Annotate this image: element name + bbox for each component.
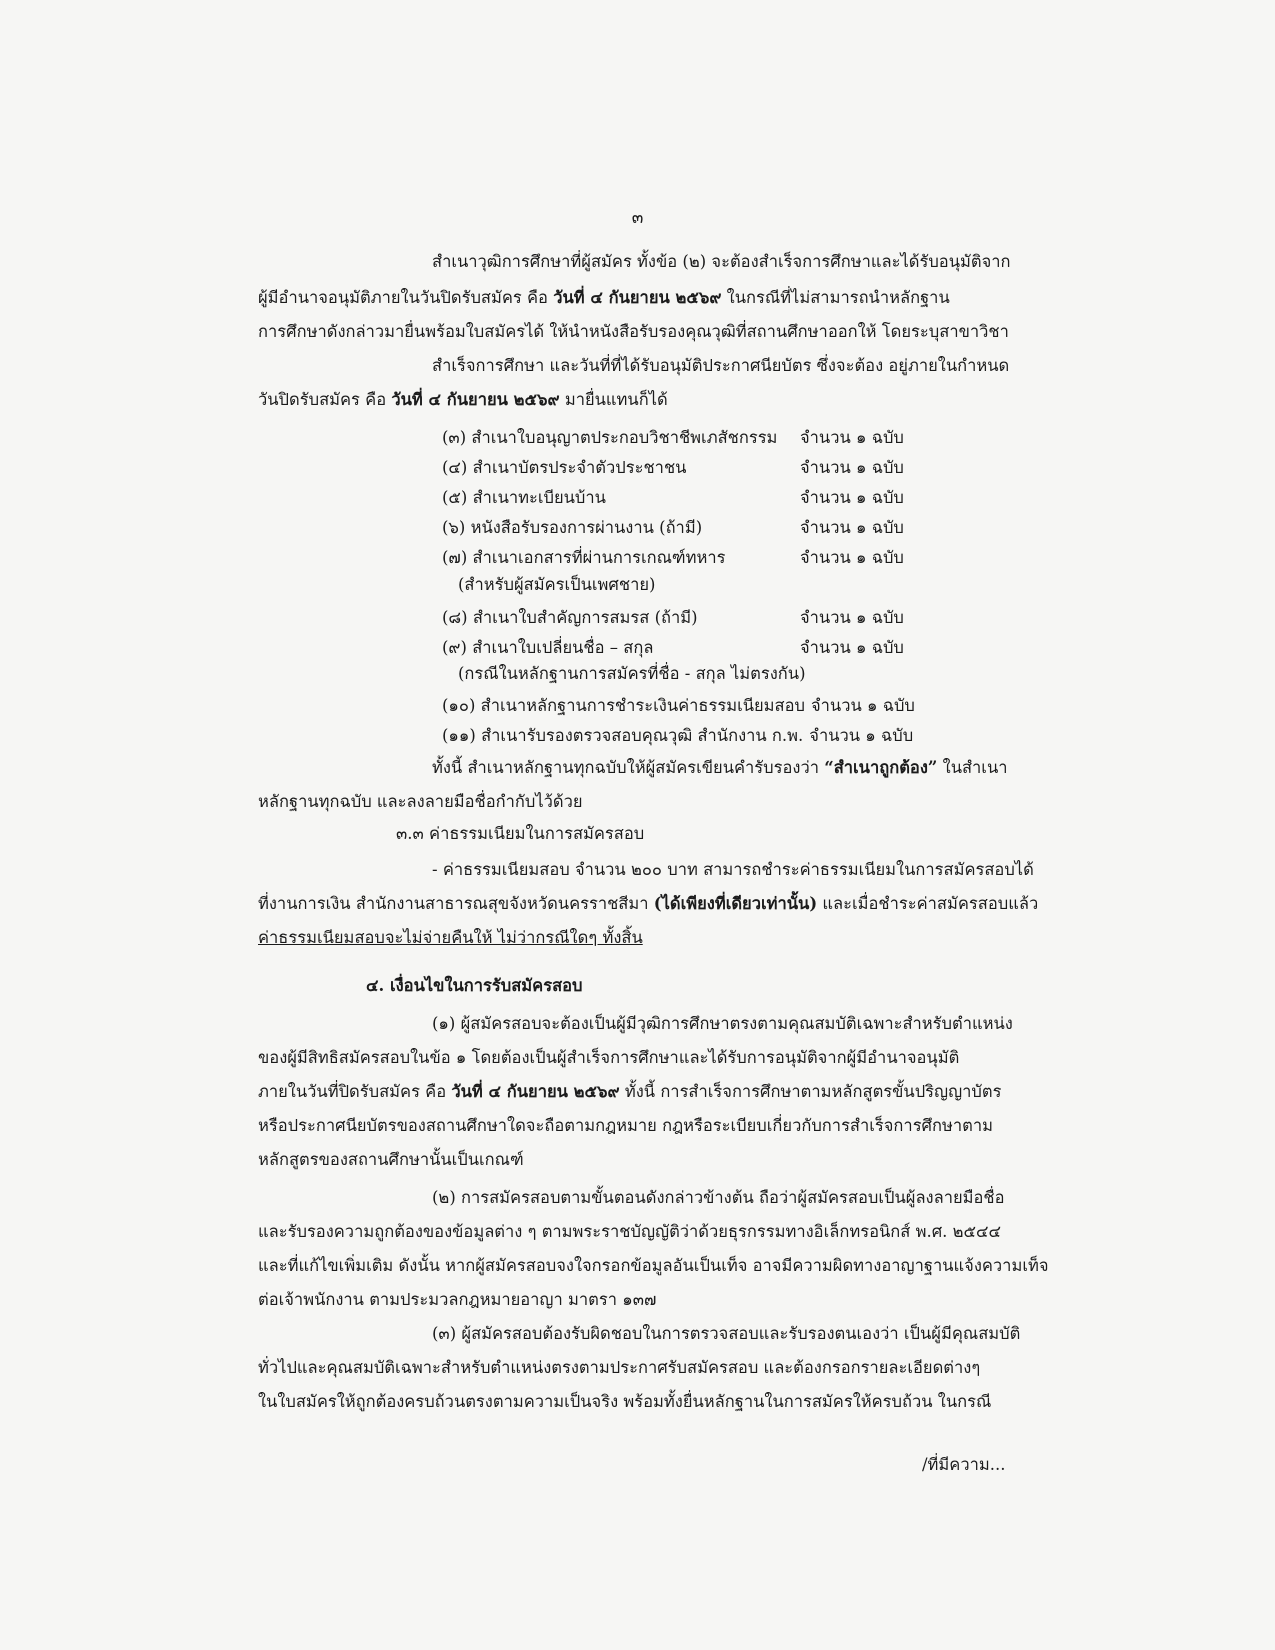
doc-qty-6: จำนวน ๑ ฉบับ — [800, 518, 904, 537]
doc-qty-3: จำนวน ๑ ฉบับ — [800, 428, 904, 447]
conditions-heading: ๔. เงื่อนไขในการรับสมัครสอบ — [366, 976, 583, 995]
doc-qty-9: จำนวน ๑ ฉบับ — [800, 638, 904, 657]
doc-item-8: (๘) สำเนาใบสำคัญการสมรส (ถ้ามี) — [442, 608, 698, 627]
cond-p1-line-4: หรือประกาศนียบัตรของสถานศึกษาใดจะถือตามกฎหมาย กฎหรือระเบียบเกี่ยวกับการสำเร็จการศึกษาตาม — [258, 1116, 994, 1135]
doc-qty-4: จำนวน ๑ ฉบับ — [800, 458, 904, 477]
cond-p2-line-4: ต่อเจ้าพนักงาน ตามประมวลกฎหมายอาญา มาตรา ๑๓๗ — [258, 1290, 657, 1309]
fee-heading: ๓.๓ ค่าธรรมเนียมในการสมัครสอบ — [396, 824, 645, 843]
intro-line-1: สำเนาวุฒิการศึกษาที่ผู้สมัคร ทั้งข้อ (๒) จะต้องสำเร็จการศึกษาและได้รับอนุมัติจาก — [432, 252, 1011, 271]
fee-line-3: ค่าธรรมเนียมสอบจะไม่จ่ายคืนให้ ไม่ว่ากรณีใดๆ ทั้งสิ้น — [258, 928, 643, 947]
fee-line-1: - ค่าธรรมเนียมสอบ จำนวน ๒๐๐ บาท สามารถชำระค่าธรรมเนียมในการสมัครสอบได้ — [432, 860, 1034, 879]
cond-p1-line-1: (๑) ผู้สมัครสอบจะต้องเป็นผู้มีวุฒิการศึกษาตรงตามคุณสมบัติเฉพาะสำหรับตำแหน่ง — [432, 1014, 1013, 1033]
cond-p3-line-3: ในใบสมัครให้ถูกต้องครบถ้วนตรงตามความเป็นจริง พร้อมทั้งยื่นหลักฐานในการสมัครให้ครบถ้วน ในกรณี — [258, 1392, 992, 1411]
doc-item-4: (๔) สำเนาบัตรประจำตัวประชาชน — [442, 458, 687, 477]
page-number: ๓ — [631, 208, 644, 228]
intro-line-4: สำเร็จการศึกษา และวันที่ที่ได้รับอนุมัติประกาศนียบัตร ซึ่งจะต้อง อยู่ภายในกำหนด — [432, 356, 1010, 375]
doc-note-7: (สำหรับผู้สมัครเป็นเพศชาย) — [458, 575, 656, 594]
intro-line-2: ผู้มีอำนาจอนุมัติภายในวันปิดรับสมัคร คือ วันที่ ๔ กันยายน ๒๕๖๙ ในกรณีที่ไม่สามารถนำหลักฐาน — [258, 288, 950, 307]
cond-p3-line-1: (๓) ผู้สมัครสอบต้องรับผิดชอบในการตรวจสอบและรับรองตนเองว่า เป็นผู้มีคุณสมบัติ — [432, 1324, 1021, 1343]
doc-item-10: (๑๐) สำเนาหลักฐานการชำระเงินค่าธรรมเนียมสอบ จำนวน ๑ ฉบับ — [442, 696, 915, 715]
doc-qty-8: จำนวน ๑ ฉบับ — [800, 608, 904, 627]
doc-item-9: (๙) สำเนาใบเปลี่ยนชื่อ – สกุล — [442, 638, 654, 657]
page-continuation: /ที่มีความ... — [922, 1455, 1006, 1474]
certify-line-1: ทั้งนี้ สำเนาหลักฐานทุกฉบับให้ผู้สมัครเขียนคำรับรองว่า “สำเนาถูกต้อง” ในสำเนา — [432, 758, 1008, 777]
cond-p1-line-3: ภายในวันที่ปิดรับสมัคร คือ วันที่ ๔ กันยายน ๒๕๖๙ ทั้งนี้ การสำเร็จการศึกษาตามหลักสูตรขั้นปริญญาบัตร — [258, 1082, 1002, 1101]
cond-p2-line-3: และที่แก้ไขเพิ่มเติม ดังนั้น หากผู้สมัครสอบจงใจกรอกข้อมูลอันเป็นเท็จ อาจมีความผิดทางอาญาฐานแจ้งความเท็จ — [258, 1256, 1049, 1275]
intro-line-3: การศึกษาดังกล่าวมายื่นพร้อมใบสมัครได้ ให้นำหนังสือรับรองคุณวุฒิที่สถานศึกษาออกให้ โดยระบุสาขาวิชา — [258, 322, 1009, 341]
doc-qty-10: จำนวน ๑ ฉบับ — [810, 696, 915, 715]
doc-item-5: (๕) สำเนาทะเบียนบ้าน — [442, 488, 606, 507]
cond-p2-line-2: และรับรองความถูกต้องของข้อมูลต่าง ๆ ตามพระราชบัญญัติว่าด้วยธุรกรรมทางอิเล็กทรอนิกส์ พ.ศ. ๒๕๔๔ — [258, 1222, 1001, 1241]
certify-line-2: หลักฐานทุกฉบับ และลงลายมือชื่อกำกับไว้ด้วย — [258, 792, 583, 811]
doc-qty-7: จำนวน ๑ ฉบับ — [800, 548, 904, 567]
doc-qty-11: จำนวน ๑ ฉบับ — [809, 726, 914, 745]
doc-note-9: (กรณีในหลักฐานการสมัครที่ชื่อ - สกุล ไม่ตรงกัน) — [458, 664, 806, 683]
doc-item-3: (๓) สำเนาใบอนุญาตประกอบวิชาชีพเภสัชกรรม — [442, 428, 778, 447]
fee-line-2: ที่งานการเงิน สำนักงานสาธารณสุขจังหวัดนครราชสีมา (ได้เพียงที่เดียวเท่านั้น) และเมื่อชำระค่าสมัครสอบแล้ว — [258, 894, 1039, 913]
doc-item-11: (๑๑) สำเนารับรองตรวจสอบคุณวุฒิ สำนักงาน ก.พ. จำนวน ๑ ฉบับ — [442, 726, 914, 745]
cond-p2-line-1: (๒) การสมัครสอบตามขั้นตอนดังกล่าวข้างต้น ถือว่าผู้สมัครสอบเป็นผู้ลงลายมือชื่อ — [432, 1188, 1005, 1207]
doc-item-7: (๗) สำเนาเอกสารที่ผ่านการเกณฑ์ทหาร — [442, 548, 726, 567]
cond-p1-line-5: หลักสูตรของสถานศึกษานั้นเป็นเกณฑ์ — [258, 1150, 524, 1169]
intro-line-5: วันปิดรับสมัคร คือ วันที่ ๔ กันยายน ๒๕๖๙ มายื่นแทนก็ได้ — [258, 390, 668, 409]
cond-p1-line-2: ของผู้มีสิทธิสมัครสอบในข้อ ๑ โดยต้องเป็นผู้สำเร็จการศึกษาและได้รับการอนุมัติจากผู้มีอำนาจอนุมัติ — [258, 1048, 960, 1067]
cond-p3-line-2: ทั่วไปและคุณสมบัติเฉพาะสำหรับตำแหน่งตรงตามประกาศรับสมัครสอบ และต้องกรอกรายละเอียดต่างๆ — [258, 1358, 981, 1377]
doc-qty-5: จำนวน ๑ ฉบับ — [800, 488, 904, 507]
doc-item-6: (๖) หนังสือรับรองการผ่านงาน (ถ้ามี) — [442, 518, 703, 537]
